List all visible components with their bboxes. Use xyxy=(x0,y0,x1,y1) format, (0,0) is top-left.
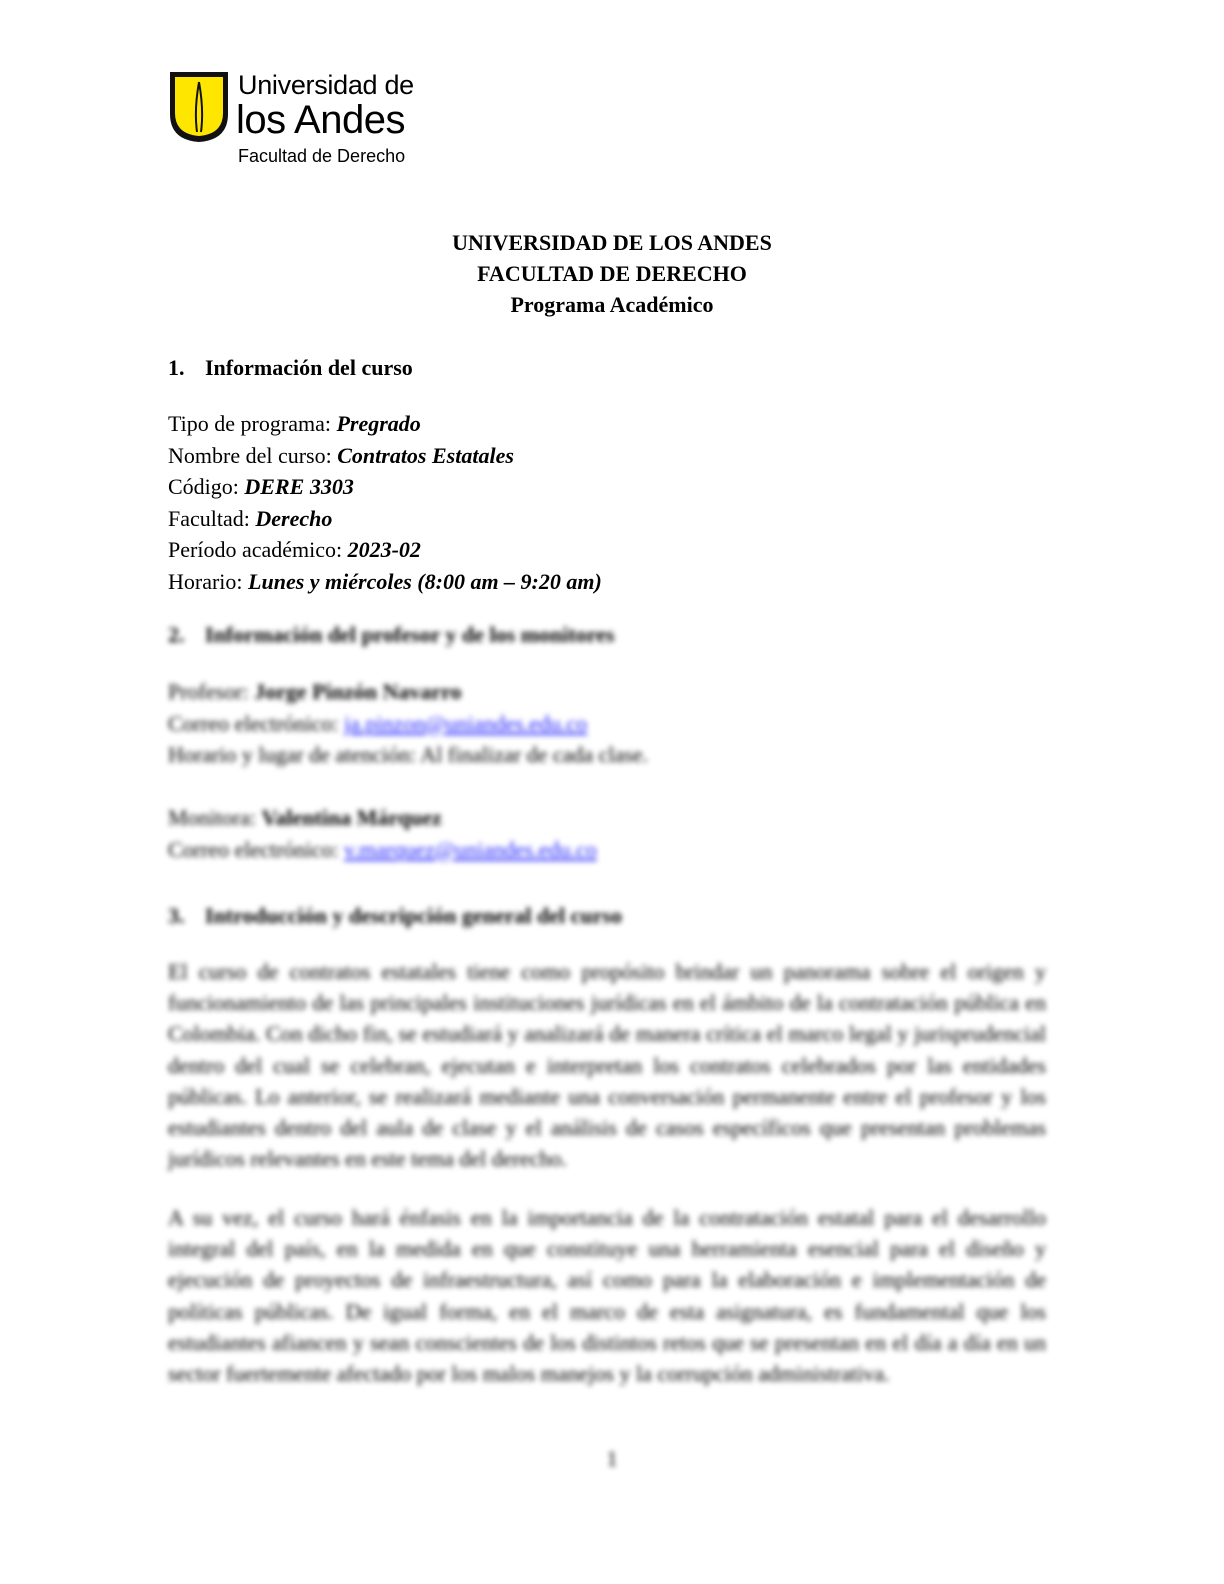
office-hours: Horario y lugar de atención: Al finalizar de cada clase. xyxy=(168,742,649,767)
logo-text-3: Facultad de Derecho xyxy=(238,146,406,166)
field-code: Código: DERE 3303 xyxy=(168,474,354,499)
monitor-info: Monitora: Valentina Márquez Correo electrónico: v.marquez@uniandes.edu.co xyxy=(168,805,597,862)
header-university: UNIVERSIDAD DE LOS ANDES xyxy=(452,230,772,255)
course-info xyxy=(168,408,602,597)
shield-icon xyxy=(168,70,230,144)
header-program: Programa Académico xyxy=(510,292,714,317)
header-faculty: FACULTAD DE DERECHO xyxy=(477,261,747,286)
section-2-heading: 2. Información del profesor y de los monitores xyxy=(168,622,615,647)
monitor-email-link[interactable]: v.marquez@uniandes.edu.co xyxy=(343,836,597,862)
professor-info: Profesor: Jorge Pinzón Navarro Correo electrónico: ja.pinzon@uniandes.edu.co Horario y lugar de atención: Al finalizar de cada clase. xyxy=(168,676,648,771)
section-title: Información del curso xyxy=(205,355,413,380)
professor-name: Jorge Pinzón Navarro xyxy=(254,679,462,704)
section-number: 1. xyxy=(168,355,185,380)
monitor-name: Valentina Márquez xyxy=(261,805,442,830)
section-1-heading xyxy=(168,355,413,381)
logo-text-1: Universidad de xyxy=(238,70,414,100)
professor-email-link[interactable]: ja.pinzon@uniandes.edu.co xyxy=(343,710,588,736)
field-period: Período académico: 2023-02 xyxy=(168,537,421,562)
field-program-type: Tipo de programa: Pregrado xyxy=(168,411,421,436)
section-3-heading: 3. Introducción y descripción general del curso xyxy=(168,903,622,928)
intro-paragraph-1: El curso de contratos estatales tiene como propósito brindar un panorama sobre el origen y funcionamiento de las principales instituciones jurídicas en el ámbito de la contratación pública en Colombia. Con dicho fin, se estudiará y analizará de manera crítica el marco legal y jurisprudencial dentro del cual se celebran, ejecutan e interpretan los contratos celebrados por las entidades públicas. Lo anterior, se realizará mediante una conversación permanente entre el profesor y los estudiantes dentro del aula de clase y el análisis de casos específicos que presentan problemas jurídicos relevantes en este tema del derecho. xyxy=(168,959,1046,1172)
field-faculty: Facultad: Derecho xyxy=(168,505,333,531)
field-schedule: Horario: Lunes y miércoles (8:00 am – 9:20 am) xyxy=(168,568,602,594)
field-course-name: Nombre del curso: Contratos Estatales xyxy=(168,442,514,468)
university-logo xyxy=(168,70,428,170)
intro-paragraph-2: A su vez, el curso hará énfasis en la importancia de la contratación estatal para el desarrollo integral del país, en la medida en que constituye una herramienta esencial para el diseño y ejecución de proyectos de infraestructura, así como para la elaboración e implementación de políticas públicas. De igual forma, en el marco de esta asignatura, es fundamental que los estudiantes afiancen y sean conscientes de los distintos retos que se presentan en el día a día en un sector fuertemente afectado por los malos manejos y la corrupción administrativa. xyxy=(168,1205,1046,1387)
document-header xyxy=(0,227,1224,320)
page-number: 1 xyxy=(606,1446,618,1471)
logo-text-2: los Andes xyxy=(236,98,405,142)
